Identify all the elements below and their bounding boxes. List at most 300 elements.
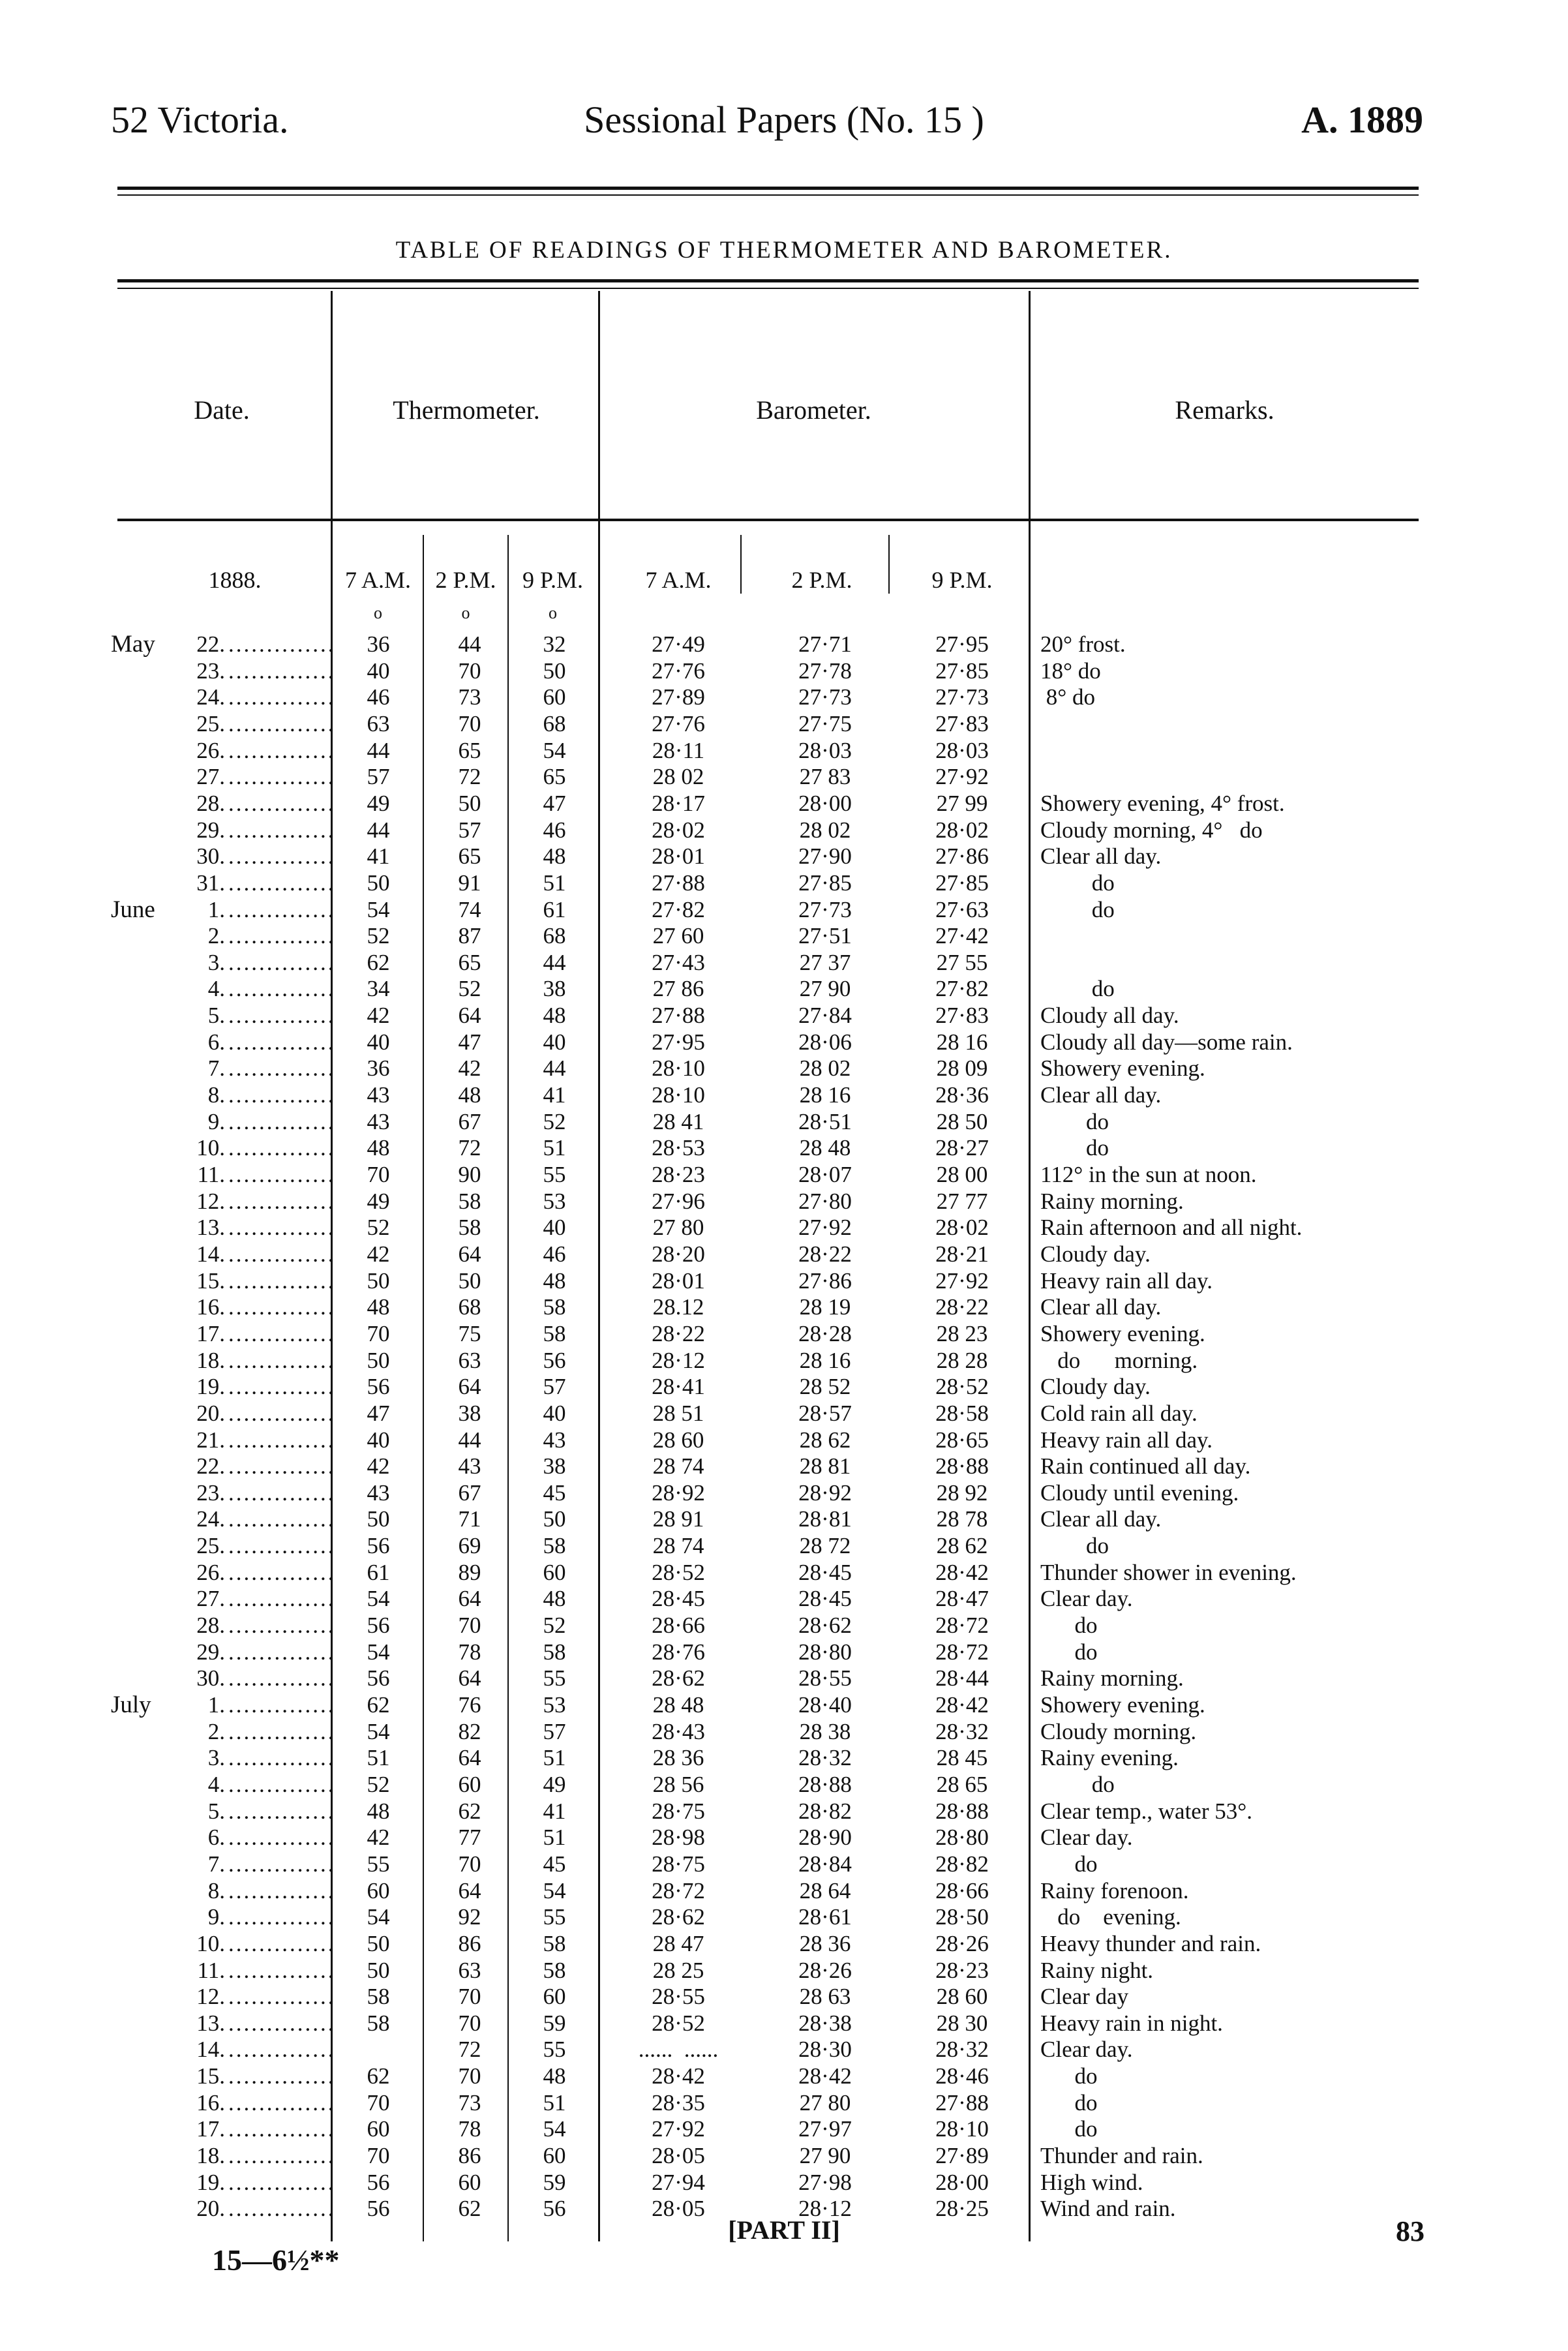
remark-cell: Cloudy all day.	[1040, 1003, 1179, 1029]
baro-2pm-cell: 28·84	[798, 1851, 852, 1877]
baro-2pm-cell: 27·78	[798, 658, 852, 684]
baro-2pm-cell: 28·32	[798, 1745, 852, 1771]
thermo-7am-cell: 42	[367, 1241, 390, 1267]
thermo-9pm-cell: 60	[543, 2143, 566, 2168]
day-cell: 26.	[196, 737, 225, 763]
month-label: May	[111, 631, 155, 658]
thermo-9pm-cell: 48	[543, 843, 566, 870]
baro-7am-cell: 28.12	[652, 1294, 704, 1320]
baro-7am-cell: 28 74	[652, 1533, 704, 1559]
baro-2pm-cell: 27·73	[798, 684, 852, 710]
baro-7am-cell: 28·42	[652, 2063, 705, 2089]
thermo-2pm-cell: 65	[458, 949, 481, 975]
table-row	[0, 1055, 1568, 1082]
table-rule-top-thin	[117, 288, 1419, 289]
baro-9pm-cell: 28·66	[935, 1877, 989, 1904]
leader-dots: ..............	[228, 843, 336, 870]
remark-cell: do	[1040, 1135, 1109, 1161]
baro-9pm-cell: 28·82	[935, 1851, 989, 1877]
thermo-9pm-cell: 49	[543, 1771, 566, 1797]
baro-9pm-cell: 28 16	[936, 1029, 988, 1055]
day-cell: 30.	[196, 843, 225, 870]
thermo-2pm-cell: 70	[458, 2010, 481, 2036]
table-row	[0, 2143, 1568, 2169]
remark-cell: do evening.	[1040, 1904, 1181, 1930]
remark-cell: do	[1040, 976, 1115, 1002]
day-cell: 20.	[196, 1400, 225, 1426]
baro-7am-head: 7 A.M.	[645, 567, 712, 593]
baro-9pm-cell: 28·42	[935, 1692, 989, 1718]
thermo-9pm-cell: 61	[543, 896, 566, 922]
baro-7am-cell: 28·11	[652, 737, 705, 763]
baro-2pm-cell: 27·71	[798, 631, 852, 657]
thermo-7am-cell: 50	[367, 1930, 390, 1956]
baro-7am-cell: 28 25	[652, 1957, 704, 1983]
baro-9pm-cell: 28·23	[935, 1957, 989, 1983]
baro-7am-cell: 28 56	[652, 1771, 704, 1797]
baro-9pm-cell: 27·92	[935, 1267, 989, 1294]
thermo-7am-cell: 49	[367, 1188, 390, 1214]
leader-dots: ..............	[228, 1215, 336, 1241]
baro-2pm-cell: 28·80	[798, 1639, 852, 1665]
thermo-2pm-cell: 86	[458, 1930, 481, 1956]
table-row	[0, 684, 1568, 710]
baro-2pm-cell: 28·62	[798, 1613, 852, 1639]
day-cell: 31.	[196, 870, 225, 896]
remark-cell: do	[1040, 2063, 1098, 2089]
table-row	[0, 1639, 1568, 1665]
thermo-7am-cell: 40	[367, 1427, 390, 1453]
table-row	[0, 1745, 1568, 1771]
day-cell: 26.	[196, 1559, 225, 1585]
baro-9pm-head: 9 P.M.	[931, 567, 993, 593]
thermo-9pm-cell: 56	[543, 2196, 566, 2222]
baro-7am-cell: 27·88	[652, 870, 705, 896]
thermo-2pm-cell: 50	[458, 1267, 481, 1294]
day-cell: 6.	[207, 1029, 225, 1055]
thermo-9pm-cell: 55	[543, 2037, 566, 2063]
thermo-2pm-cell: 42	[458, 1055, 481, 1082]
thermo-9pm-cell: 58	[543, 1930, 566, 1956]
baro-9pm-cell: 28·47	[935, 1586, 989, 1612]
baro-7am-cell: 28·10	[652, 1082, 705, 1108]
thermo-2pm-cell: 57	[458, 817, 481, 843]
baro-7am-cell: 28·41	[652, 1374, 705, 1400]
baro-9pm-cell: 27 55	[936, 949, 988, 975]
baro-7am-cell: 28 51	[652, 1400, 704, 1426]
remark-cell: do	[1040, 1108, 1109, 1134]
baro-2pm-cell: 28·22	[798, 1241, 852, 1267]
leader-dots: ..............	[228, 1055, 336, 1082]
thermo-7am-cell: 44	[367, 737, 390, 763]
thermo-9pm-cell: 68	[543, 923, 566, 949]
thermo-2pm-cell: 70	[458, 711, 481, 736]
leader-dots: ..............	[228, 1904, 336, 1930]
table-row	[0, 1374, 1568, 1400]
baro-7am-cell: 28·12	[652, 1347, 705, 1373]
day-cell: 3.	[207, 1745, 225, 1771]
table-row	[0, 1162, 1568, 1188]
leader-dots: ..............	[228, 1082, 336, 1108]
day-cell: 16.	[196, 1294, 225, 1320]
day-cell: 17.	[196, 2116, 225, 2142]
thermo-7am-cell: 42	[367, 1003, 390, 1029]
baro-9pm-cell: 28 60	[936, 1984, 988, 2010]
thermo-7am-cell: 56	[367, 1533, 390, 1559]
thermo-9pm-cell: 58	[543, 1294, 566, 1320]
thermo-2pm-cell: 91	[458, 870, 481, 896]
baro-9pm-cell: 27·73	[935, 684, 989, 710]
thermo-9pm-cell: 57	[543, 1374, 566, 1400]
table-row	[0, 1719, 1568, 1745]
divider-baro-b	[888, 535, 890, 594]
thermo-7am-cell: 70	[367, 2089, 390, 2116]
leader-dots: ..............	[228, 1427, 336, 1453]
thermo-2pm-cell: 64	[458, 1374, 481, 1400]
day-cell: 12.	[196, 1188, 225, 1214]
baro-9pm-cell: 28 62	[936, 1533, 988, 1559]
baro-9pm-cell: 28 78	[936, 1506, 988, 1532]
baro-9pm-cell: 28·27	[935, 1135, 989, 1161]
thermo-2pm-cell: 70	[458, 2063, 481, 2089]
remark-cell: Cloudy until evening.	[1040, 1479, 1239, 1506]
thermo-7am-cell: 56	[367, 2196, 390, 2222]
baro-7am-cell: 28 41	[652, 1108, 704, 1134]
leader-dots: ..............	[228, 1825, 336, 1851]
baro-9pm-cell: 28·80	[935, 1825, 989, 1851]
baro-9pm-cell: 28·46	[935, 2063, 989, 2089]
table-title: TABLE OF READINGS OF THERMOMETER AND BAROMETER.	[395, 237, 1173, 264]
baro-9pm-cell: 27·63	[935, 896, 989, 922]
thermo-2pm-cell: 69	[458, 1533, 481, 1559]
year-label: 1888.	[208, 567, 262, 593]
table-row	[0, 1798, 1568, 1825]
thermo-2pm-cell: 62	[458, 1798, 481, 1824]
leader-dots: ..............	[228, 1400, 336, 1426]
thermo-9pm-cell: 51	[543, 2089, 566, 2116]
thermo-2pm-cell: 64	[458, 1745, 481, 1771]
thermo-2pm-cell: 43	[458, 1453, 481, 1479]
thermo-9pm-cell: 45	[543, 1851, 566, 1877]
baro-2pm-cell: 27 80	[799, 2089, 851, 2116]
thermo-7am-cell: 54	[367, 1639, 390, 1665]
baro-7am-cell: 27·94	[652, 2169, 705, 2195]
thermo-9pm-cell: 48	[543, 1267, 566, 1294]
column-header-barometer: Barometer.	[756, 395, 871, 425]
day-cell: 19.	[196, 1374, 225, 1400]
baro-2pm-cell: 28 02	[799, 817, 851, 843]
baro-2pm-cell: 27·97	[798, 2116, 852, 2142]
baro-7am-cell: 28 02	[652, 764, 704, 790]
signature-mark: 15—6½**	[212, 2243, 340, 2277]
thermo-2pm-cell: 72	[458, 764, 481, 790]
thermo-7am-cell: 50	[367, 1267, 390, 1294]
thermo-2pm-cell: 71	[458, 1506, 481, 1532]
day-cell: 11.	[197, 1162, 225, 1187]
leader-dots: ..............	[228, 2196, 336, 2222]
thermo-9pm-cell: 40	[543, 1400, 566, 1426]
thermo-2pm-cell: 67	[458, 1479, 481, 1506]
remark-cell: Cloudy morning, 4° do	[1040, 817, 1263, 843]
thermo-2pm-cell: 64	[458, 1877, 481, 1904]
thermo-9pm-cell: 65	[543, 764, 566, 790]
leader-dots: ..............	[228, 1320, 336, 1346]
thermo-9pm-cell: 41	[543, 1798, 566, 1824]
thermo-7am-cell: 36	[367, 631, 390, 657]
divider-baro-a	[740, 535, 742, 594]
thermo-7am-cell: 62	[367, 2063, 390, 2089]
baro-2pm-cell: 28·51	[798, 1108, 852, 1134]
baro-7am-cell: 27·76	[652, 658, 705, 684]
day-cell: 12.	[196, 1984, 225, 2010]
header-title: Sessional Papers (No. 15 )	[584, 99, 984, 141]
remark-cell: Clear temp., water 53°.	[1040, 1798, 1252, 1824]
baro-7am-cell: 28·43	[652, 1718, 705, 1744]
table-row	[0, 711, 1568, 737]
thermo-2pm-cell: 62	[458, 2196, 481, 2222]
leader-dots: ..............	[228, 2010, 336, 2036]
leader-dots: ..............	[228, 1877, 336, 1904]
thermo-7am-cell: 43	[367, 1479, 390, 1506]
thermo-7am-cell: 46	[367, 684, 390, 710]
table-row	[0, 897, 1568, 923]
thermo-9pm-cell: 55	[543, 1904, 566, 1930]
baro-9pm-cell: 28·50	[935, 1904, 989, 1930]
baro-9pm-cell: 28 50	[936, 1108, 988, 1134]
leader-dots: ..............	[228, 1559, 336, 1585]
thermo-9pm-cell: 53	[543, 1692, 566, 1718]
thermo-7am-cell: 47	[367, 1400, 390, 1426]
remark-cell: Showery evening.	[1040, 1692, 1205, 1718]
remark-cell: 18° do	[1040, 658, 1101, 684]
remark-cell: do	[1040, 1639, 1098, 1665]
leader-dots: ..............	[228, 1135, 336, 1161]
thermo-9pm-cell: 50	[543, 1506, 566, 1532]
baro-9pm-cell: 28·52	[935, 1374, 989, 1400]
baro-2pm-cell: 28·92	[798, 1479, 852, 1506]
baro-7am-cell: 28·10	[652, 1055, 705, 1082]
thermo-2pm-cell: 92	[458, 1904, 481, 1930]
leader-dots: ..............	[228, 1984, 336, 2010]
baro-7am-cell: 28 36	[652, 1745, 704, 1771]
baro-2pm-cell: 27 83	[799, 764, 851, 790]
remark-cell: Rainy evening.	[1040, 1745, 1179, 1771]
leader-dots: ..............	[228, 2116, 336, 2142]
day-cell: 30.	[196, 1665, 225, 1691]
remark-cell: do	[1040, 1771, 1115, 1797]
thermo-9pm-cell: 38	[543, 976, 566, 1002]
baro-9pm-cell: 28 45	[936, 1745, 988, 1771]
thermo-9pm-cell: 60	[543, 1559, 566, 1585]
baro-2pm-cell: 27·85	[798, 870, 852, 896]
table-row	[0, 1321, 1568, 1347]
baro-7am-cell: 28·62	[652, 1904, 705, 1930]
day-cell: 23.	[196, 1479, 225, 1506]
thermo-9pm-cell: 50	[543, 658, 566, 684]
day-cell: 29.	[196, 1639, 225, 1665]
table-row	[0, 817, 1568, 843]
table-row	[0, 1984, 1568, 2010]
baro-9pm-cell: 28·26	[935, 1930, 989, 1956]
baro-9pm-cell: 28·22	[935, 1294, 989, 1320]
baro-2pm-cell: 28·55	[798, 1665, 852, 1691]
leader-dots: ..............	[228, 631, 336, 657]
header-rule-bottom	[117, 194, 1419, 196]
thermo-7am-cell: 54	[367, 1586, 390, 1612]
remark-cell: Thunder shower in evening.	[1040, 1559, 1297, 1585]
day-cell: 14.	[196, 1241, 225, 1267]
table-row	[0, 658, 1568, 684]
remark-cell: 8° do	[1040, 684, 1095, 710]
table-row	[0, 2037, 1568, 2063]
baro-9pm-cell: 28 30	[936, 2010, 988, 2036]
remark-cell: Heavy thunder and rain.	[1040, 1930, 1261, 1956]
remark-cell: do	[1040, 1851, 1098, 1877]
baro-9pm-cell: 28·42	[935, 1559, 989, 1585]
baro-7am-cell: 27·96	[652, 1188, 705, 1214]
baro-7am-cell: 27·95	[652, 1029, 705, 1055]
day-cell: 9.	[207, 1108, 225, 1134]
leader-dots: ..............	[228, 1294, 336, 1320]
baro-7am-cell: 28 48	[652, 1692, 704, 1718]
day-cell: 6.	[207, 1825, 225, 1851]
thermo-2pm-cell: 44	[458, 631, 481, 657]
table-row	[0, 1851, 1568, 1877]
table-row	[0, 764, 1568, 790]
table-row	[0, 738, 1568, 764]
remark-cell: Rainy morning.	[1040, 1665, 1184, 1691]
thermo-9pm-cell: 41	[543, 1082, 566, 1108]
remark-cell: Rainy morning.	[1040, 1188, 1184, 1214]
remark-cell: Clear all day.	[1040, 843, 1162, 870]
remark-cell: Cloudy all day—some rain.	[1040, 1029, 1293, 1055]
day-cell: 25.	[196, 1533, 225, 1559]
baro-2pm-cell: 27·51	[798, 923, 852, 949]
thermo-7am-cell: 54	[367, 1904, 390, 1930]
baro-2pm-cell: 28 16	[799, 1082, 851, 1108]
baro-7am-cell: 28·75	[652, 1851, 705, 1877]
leader-dots: ..............	[228, 1613, 336, 1639]
thermo-9pm-cell: 59	[543, 2010, 566, 2036]
day-cell: 8.	[207, 1877, 225, 1904]
table-row	[0, 1560, 1568, 1586]
day-cell: 7.	[207, 1851, 225, 1877]
day-cell: 18.	[196, 1347, 225, 1373]
thermo-2pm-cell: 44	[458, 1427, 481, 1453]
thermo-2pm-cell: 70	[458, 1851, 481, 1877]
baro-7am-cell: 27 80	[652, 1215, 704, 1241]
thermo-9pm-cell: 51	[543, 1745, 566, 1771]
table-row	[0, 1427, 1568, 1453]
thermo-2pm-cell: 64	[458, 1003, 481, 1029]
baro-2pm-cell: 28 36	[799, 1930, 851, 1956]
baro-7am-cell: 28·45	[652, 1586, 705, 1612]
leader-dots: ..............	[228, 1241, 336, 1267]
baro-7am-cell: 27·43	[652, 949, 705, 975]
thermo-7am-cell: 70	[367, 2143, 390, 2168]
day-cell: 2.	[207, 923, 225, 949]
baro-9pm-cell: 28·21	[935, 1241, 989, 1267]
baro-2pm-cell: 27·90	[798, 843, 852, 870]
remark-cell: High wind.	[1040, 2169, 1143, 2195]
baro-9pm-cell: 28 00	[936, 1162, 988, 1187]
thermo-2pm-cell: 65	[458, 737, 481, 763]
baro-2pm-cell: 27 90	[799, 2143, 851, 2168]
thermo-7am-cell: 41	[367, 843, 390, 870]
thermo-7am-cell: 54	[367, 896, 390, 922]
remark-cell: do	[1040, 2116, 1098, 2142]
baro-2pm-cell: 28 02	[799, 1055, 851, 1082]
thermo-2pm-cell: 74	[458, 896, 481, 922]
leader-dots: ..............	[228, 1745, 336, 1771]
thermo-7am-cell: 50	[367, 870, 390, 896]
baro-7am-cell: 28·66	[652, 1613, 705, 1639]
thermo-9pm-cell: 55	[543, 1162, 566, 1187]
thermo-2pm-cell: 78	[458, 1639, 481, 1665]
table-row	[0, 1613, 1568, 1639]
thermo-2pm-cell: 65	[458, 843, 481, 870]
remark-cell: Cloudy morning.	[1040, 1718, 1197, 1744]
baro-7am-cell: 28·62	[652, 1665, 705, 1691]
remark-cell: Clear day.	[1040, 1586, 1133, 1612]
baro-2pm-cell: 28 16	[799, 1347, 851, 1373]
thermo-7am-cell: 49	[367, 790, 390, 816]
baro-7am-cell: 28·75	[652, 1798, 705, 1824]
leader-dots: ..............	[228, 1718, 336, 1744]
table-row	[0, 1506, 1568, 1532]
thermo-7am-cell: 62	[367, 949, 390, 975]
leader-dots: ..............	[228, 1162, 336, 1187]
thermo-9pm-cell: 38	[543, 1453, 566, 1479]
day-cell: 24.	[196, 684, 225, 710]
thermo-2pm-cell: 76	[458, 1692, 481, 1718]
thermo-7am-cell: 56	[367, 1613, 390, 1639]
baro-7am-cell: 28·22	[652, 1320, 705, 1346]
thermo-2pm-cell: 50	[458, 790, 481, 816]
thermo-9pm-cell: 58	[543, 1957, 566, 1983]
thermo-2pm-cell: 60	[458, 2169, 481, 2195]
baro-9pm-cell: 27·85	[935, 870, 989, 896]
day-cell: 27.	[196, 1586, 225, 1612]
thermo-7am-cell: 43	[367, 1082, 390, 1108]
leader-dots: ..............	[228, 1798, 336, 1824]
baro-9pm-cell: 28 65	[936, 1771, 988, 1797]
leader-dots: ..............	[228, 1453, 336, 1479]
thermo-2pm-cell: 64	[458, 1586, 481, 1612]
remark-cell: Thunder and rain.	[1040, 2143, 1203, 2168]
baro-9pm-cell: 27·95	[935, 631, 989, 657]
remark-cell: Rain afternoon and all night.	[1040, 1215, 1303, 1241]
baro-2pm-cell: 28 64	[799, 1877, 851, 1904]
baro-7am-cell: 27·88	[652, 1003, 705, 1029]
thermo-2pm-cell: 70	[458, 658, 481, 684]
baro-2pm-cell: 27·98	[798, 2169, 852, 2195]
leader-dots: ..............	[228, 658, 336, 684]
thermo-9pm-cell: 60	[543, 684, 566, 710]
baro-9pm-cell: 28·72	[935, 1639, 989, 1665]
baro-9pm-cell: 28·44	[935, 1665, 989, 1691]
day-cell: 11.	[197, 1957, 225, 1983]
thermo-2pm-head: 2 P.M.	[435, 567, 496, 593]
thermo-9pm-head: 9 P.M.	[522, 567, 584, 593]
baro-7am-cell: 28·52	[652, 2010, 705, 2036]
thermo-9pm-cell: 54	[543, 737, 566, 763]
leader-dots: ..............	[228, 684, 336, 710]
thermo-7am-cell: 52	[367, 923, 390, 949]
thermo-7am-cell: 50	[367, 1506, 390, 1532]
thermo-7am-cell: 56	[367, 1374, 390, 1400]
table-row	[0, 1215, 1568, 1241]
